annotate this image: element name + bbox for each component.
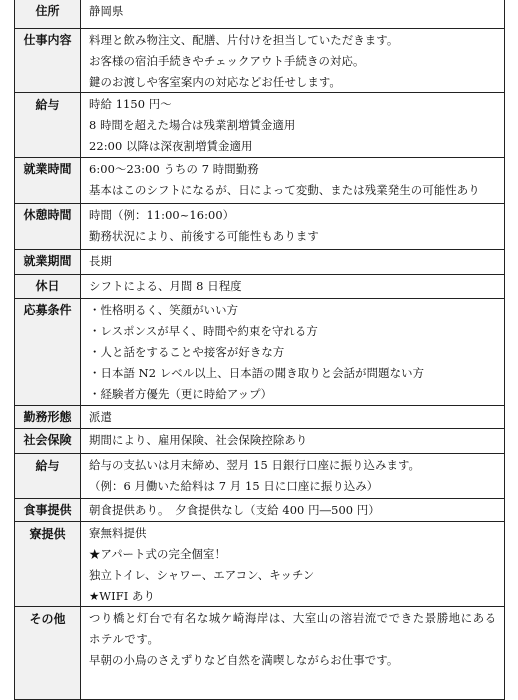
row-label: 休憩時間	[15, 204, 81, 249]
row-text: 静岡県	[89, 4, 124, 18]
row-break-time	[15, 203, 504, 249]
row-text: 時給 1150 円～	[89, 97, 172, 111]
row-address	[15, 0, 504, 28]
row-text: 22:00 以降は深夜割増賃金適用	[89, 139, 253, 153]
row-value	[81, 250, 504, 274]
row-text: お客様の宿泊手続きやチェックアウト手続きの対応。	[89, 54, 365, 68]
row-text: 鍵のお渡しや客室案内の対応などお任せします。	[89, 75, 341, 89]
row-label: 仕事内容	[15, 29, 81, 92]
row-text: （例：6 月働いた給料は 7 月 15 日に口座に振り込み）	[89, 479, 379, 493]
row-label: 就業期間	[15, 250, 81, 274]
row-dormitory	[15, 521, 504, 606]
row-value	[81, 406, 504, 428]
row-employment-type	[15, 405, 504, 428]
row-text: シフトによる、月間 8 日程度	[89, 279, 242, 293]
row-value	[81, 429, 504, 453]
row-text: ・経験者方優先（更に時給アップ）	[89, 387, 273, 401]
row-text: 8 時間を超えた場合は残業割増賃金適用	[89, 118, 296, 132]
row-text: ・人と話をすることや接客が好きな方	[89, 345, 285, 359]
row-text: 料理と飲み物注文、配膳、片付けを担当していただきます。	[89, 33, 399, 47]
row-text: ・性格明るく、笑顔がいい方	[89, 303, 239, 317]
job-details-table	[14, 0, 505, 700]
row-label: 住所	[15, 0, 81, 28]
row-working-hours	[15, 157, 504, 203]
row-value	[81, 204, 504, 249]
row-label: 寮提供	[15, 522, 81, 606]
row-value	[81, 0, 504, 28]
row-label: その他	[15, 607, 81, 699]
row-label: 給与	[15, 454, 81, 498]
row-value	[81, 454, 504, 498]
row-text: 長期	[89, 254, 112, 268]
row-value	[81, 299, 504, 405]
row-value	[81, 275, 504, 298]
row-label: 給与	[15, 93, 81, 157]
row-value	[81, 522, 504, 606]
row-social-insurance	[15, 428, 504, 453]
row-text: ・日本語 N2 レベル以上、日本語の聞き取りと会話が問題ない方	[89, 366, 425, 380]
row-value	[81, 93, 504, 157]
row-text: 勤務状況により、前後する可能性もあります	[89, 229, 319, 243]
row-text: 独立トイレ、シャワー、エアコン、キッチン	[89, 568, 315, 582]
row-label: 勤務形態	[15, 406, 81, 428]
row-label: 休日	[15, 275, 81, 298]
row-text: ★WIFI あり	[89, 589, 156, 603]
row-text: つり橋と灯台で有名な城ケ崎海岸は、大室山の溶岩流でできた景勝地にあるホテルです。	[89, 611, 497, 646]
row-label: 社会保険	[15, 429, 81, 453]
row-text: 期間により、雇用保険、社会保険控除あり	[89, 433, 308, 447]
row-value	[81, 499, 504, 521]
row-meals	[15, 498, 504, 521]
row-text: 6:00～23:00 うちの 7 時間勤務	[89, 162, 259, 176]
row-text: ★アパート式の完全個室！	[89, 547, 226, 561]
row-label: 応募条件	[15, 299, 81, 405]
row-payment	[15, 453, 504, 498]
row-text: 基本はこのシフトになるが、日によって変動、または残業発生の可能性あり	[89, 183, 480, 197]
row-holidays	[15, 274, 504, 298]
row-text: 寮無料提供	[89, 526, 147, 540]
row-text: 給与の支払いは月末締め、翌月 15 日銀行口座に振り込みます。	[89, 458, 421, 472]
row-text: 朝食提供あり。 夕食提供なし（支給 400 円―500 円）	[89, 503, 380, 517]
row-job-description	[15, 28, 504, 92]
row-text: 派遣	[89, 410, 112, 424]
row-requirements	[15, 298, 504, 405]
row-other	[15, 606, 504, 699]
row-text: 早朝の小鳥のさえずりなど自然を満喫しながらお仕事です。	[89, 653, 399, 667]
row-value	[81, 158, 504, 203]
row-value	[81, 607, 504, 699]
row-label: 食事提供	[15, 499, 81, 521]
row-label: 就業時間	[15, 158, 81, 203]
row-salary	[15, 92, 504, 157]
row-employment-period	[15, 249, 504, 274]
row-text: 時間（例：11:00~16:00）	[89, 208, 235, 222]
row-text: ・レスポンスが早く、時間や約束を守れる方	[89, 324, 318, 338]
row-value	[81, 29, 504, 92]
